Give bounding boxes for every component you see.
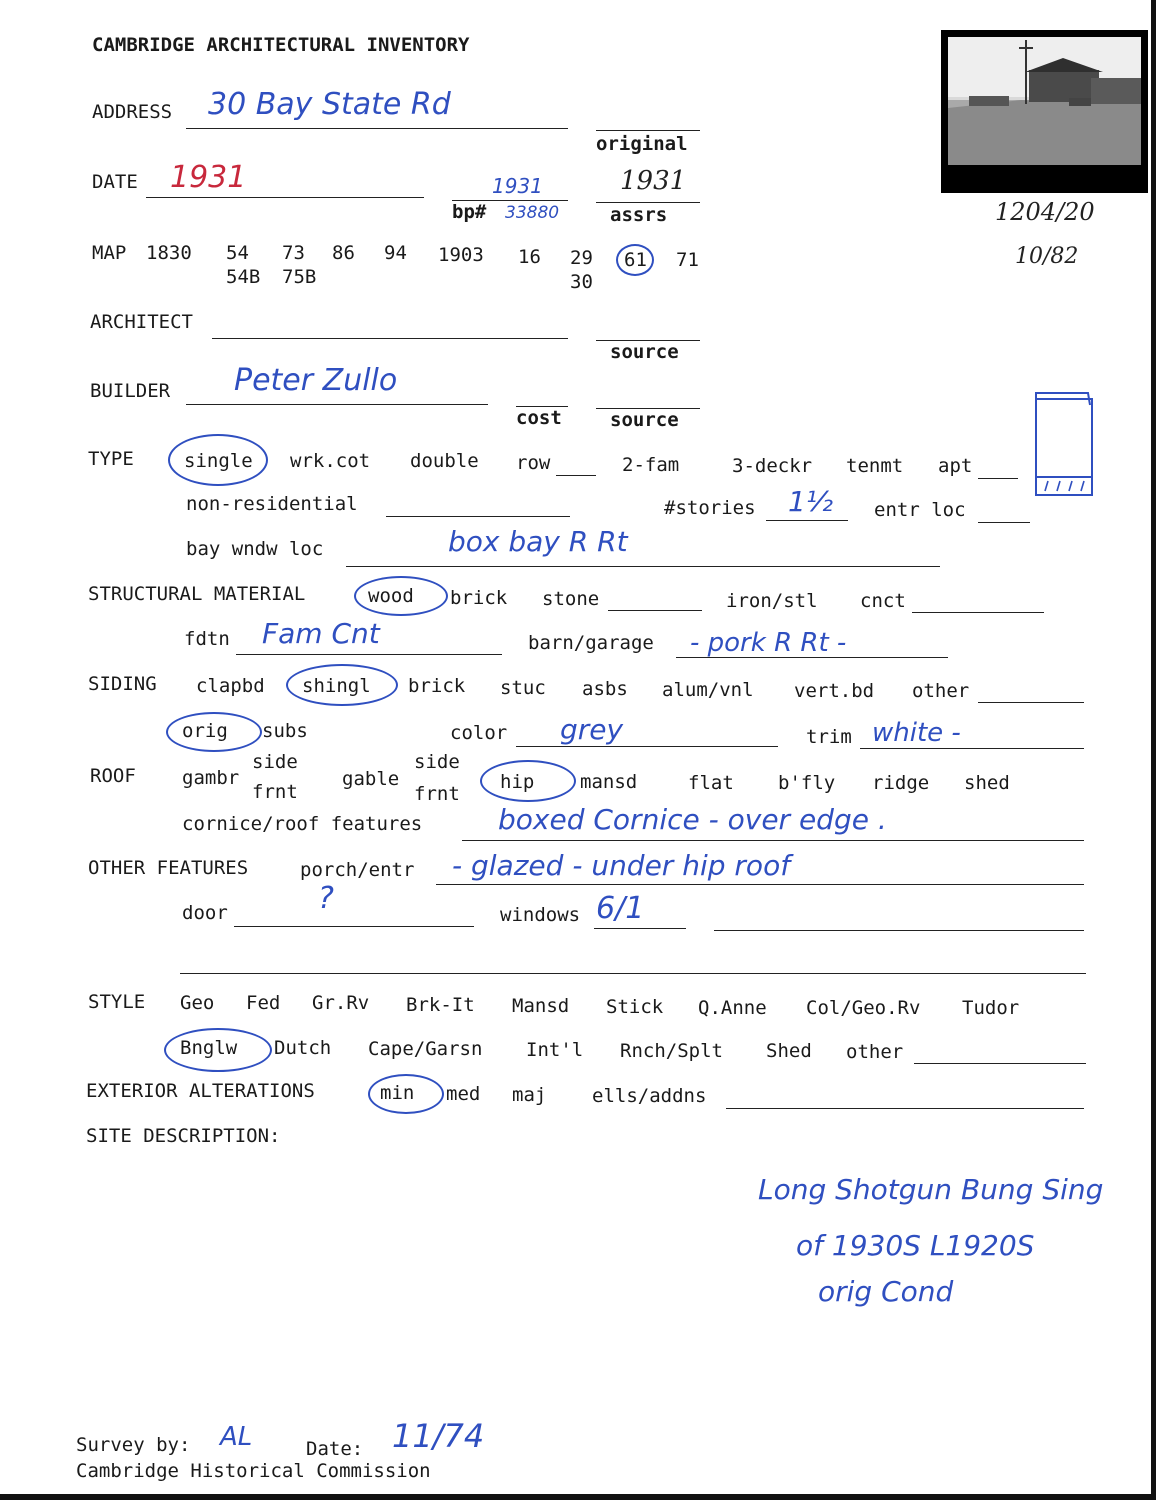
roof-label: ROOF xyxy=(90,765,136,787)
map-29: 29 xyxy=(570,247,593,269)
struct-wood-circle xyxy=(354,576,448,616)
style-qanne: Q.Anne xyxy=(698,997,767,1019)
roof-bfly: b'fly xyxy=(778,772,836,794)
roof-gable-frnt: frnt xyxy=(414,783,460,805)
style-intl: Int'l xyxy=(526,1039,584,1061)
survey-by-label: Survey by: xyxy=(76,1434,191,1456)
alt-ellsaddns: ells/addns xyxy=(592,1085,707,1107)
siding-label: SIDING xyxy=(88,673,157,695)
map-54b: 54B xyxy=(226,266,261,288)
porch-value: - glazed - under hip roof xyxy=(452,849,791,882)
struct-ironstl: iron/stl xyxy=(726,590,818,612)
siding-orig-circle xyxy=(166,712,262,752)
windows-label: windows xyxy=(500,904,581,926)
roof-gable-side: side xyxy=(414,751,460,773)
style-other: other xyxy=(846,1041,904,1063)
bay-wndw-value: box bay R Rt xyxy=(448,525,628,558)
type-wrkcot: wrk.cot xyxy=(290,450,371,472)
roof-shed: shed xyxy=(964,772,1010,794)
roof-hip: hip xyxy=(500,771,535,793)
siding-other: other xyxy=(912,680,970,702)
type-row: row xyxy=(516,452,551,474)
map-86: 86 xyxy=(332,242,355,264)
roof-mansd: mansd xyxy=(580,771,638,793)
struct-brick: brick xyxy=(450,587,508,609)
roof-gambr-side: side xyxy=(252,751,298,773)
siding-shingl-circle xyxy=(286,664,398,706)
alt-min-circle xyxy=(368,1074,444,1114)
style-label: STYLE xyxy=(88,991,146,1013)
address-value: 30 Bay State Rd xyxy=(208,87,451,122)
site-label: SITE DESCRIPTION: xyxy=(86,1125,281,1147)
side-note-line1: 1204/20 xyxy=(995,198,1095,226)
map-30: 30 xyxy=(570,271,593,293)
architect-label: ARCHITECT xyxy=(90,311,193,333)
map-1903: 1903 xyxy=(438,244,484,266)
roof-ridge: ridge xyxy=(872,772,930,794)
date-label: DATE xyxy=(92,171,138,193)
bp-year: 1931 xyxy=(492,174,543,198)
cornice-label: cornice/roof features xyxy=(182,813,423,835)
type-2fam: 2-fam xyxy=(622,454,680,476)
roof-hip-circle xyxy=(480,760,576,802)
form-title: CAMBRIDGE ARCHITECTURAL INVENTORY xyxy=(92,34,470,56)
map-1830: 1830 xyxy=(146,242,192,264)
survey-date-label: Date: xyxy=(306,1438,364,1460)
alt-maj: maj xyxy=(512,1084,547,1106)
color-value: grey xyxy=(560,713,624,746)
garage-value: - pork R Rt - xyxy=(690,628,847,658)
style-tudor: Tudor xyxy=(962,997,1020,1019)
builder-value: Peter Zullo xyxy=(234,363,398,398)
map-75b: 75B xyxy=(282,266,317,288)
style-stick: Stick xyxy=(606,996,664,1018)
struct-wood: wood xyxy=(368,585,414,607)
commission-name: Cambridge Historical Commission xyxy=(76,1460,431,1482)
type-double: double xyxy=(410,450,479,472)
map-71: 71 xyxy=(676,249,699,271)
siding-brick: brick xyxy=(408,675,466,697)
struct-stone: stone xyxy=(542,588,600,610)
siding-shingl: shingl xyxy=(302,675,371,697)
windows-value: 6/1 xyxy=(596,891,645,926)
siding-subs: subs xyxy=(262,720,308,742)
assrs-label: assrs xyxy=(610,204,668,226)
house-photo xyxy=(941,30,1148,193)
color-label: color xyxy=(450,722,508,744)
site-note-line2: of 1930S L1920S xyxy=(796,1229,1035,1262)
style-dutch: Dutch xyxy=(274,1037,332,1059)
style-brkit: Brk-It xyxy=(406,994,475,1016)
roof-flat: flat xyxy=(688,772,734,794)
original-value: 1931 xyxy=(620,166,687,196)
map-94: 94 xyxy=(384,242,407,264)
siding-clapbd: clapbd xyxy=(196,675,265,697)
map-61: 61 xyxy=(624,249,647,271)
fdtn-label: fdtn xyxy=(184,628,230,650)
entr-loc-label: entr loc xyxy=(874,499,966,521)
structural-label: STRUCTURAL MATERIAL xyxy=(88,583,306,605)
type-tenmt: tenmt xyxy=(846,455,904,477)
garage-label: barn/garage xyxy=(528,632,654,654)
stories-value: 1½ xyxy=(788,485,833,518)
other-features-label: OTHER FEATURES xyxy=(88,857,249,879)
roof-gable: gable xyxy=(342,768,400,790)
style-bnglw: Bnglw xyxy=(180,1037,238,1059)
style-colgeorv: Col/Geo.Rv xyxy=(806,997,921,1019)
siding-vertbd: vert.bd xyxy=(794,680,875,702)
style-mansd: Mansd xyxy=(512,995,570,1017)
map-73: 73 xyxy=(282,242,305,264)
map-54: 54 xyxy=(226,242,249,264)
door-value: ? xyxy=(318,881,334,916)
alt-min: min xyxy=(380,1082,415,1104)
cost-label: cost xyxy=(516,407,562,429)
door-label: door xyxy=(182,902,228,924)
nonres-label: non-residential xyxy=(186,493,358,515)
style-fed: Fed xyxy=(246,992,281,1014)
alt-med: med xyxy=(446,1083,481,1105)
side-note-line2: 10/82 xyxy=(1015,244,1079,269)
style-geo: Geo xyxy=(180,992,215,1014)
siding-asbs: asbs xyxy=(582,678,628,700)
survey-date-value: 11/74 xyxy=(392,1417,485,1455)
type-single-circle xyxy=(168,434,268,486)
siding-alumvnl: alum/vnl xyxy=(662,679,754,701)
stories-label: #stories xyxy=(664,497,756,519)
bay-wndw-label: bay wndw loc xyxy=(186,538,324,560)
style-bnglw-circle xyxy=(164,1028,272,1072)
type-label: TYPE xyxy=(88,448,134,470)
type-3deckr: 3-deckr xyxy=(732,455,813,477)
trim-value: white - xyxy=(872,718,961,748)
bp-number: 33880 xyxy=(505,203,560,223)
style-rnchsplt: Rnch/Splt xyxy=(620,1040,723,1062)
map-16: 16 xyxy=(518,246,541,268)
site-note-line3: orig Cond xyxy=(818,1275,954,1308)
address-label: ADDRESS xyxy=(92,101,173,123)
architect-source-label: source xyxy=(610,341,679,363)
builder-source-label: source xyxy=(610,409,679,431)
builder-label: BUILDER xyxy=(90,380,171,402)
type-apt: apt xyxy=(938,455,973,477)
fdtn-value: Fam Cnt xyxy=(262,617,380,650)
alterations-label: EXTERIOR ALTERATIONS xyxy=(86,1080,315,1102)
style-shed: Shed xyxy=(766,1040,812,1062)
map-61-circle xyxy=(616,244,654,276)
site-note-line1: Long Shotgun Bung Sing xyxy=(758,1173,1104,1206)
footprint-sketch xyxy=(1030,385,1100,504)
type-single: single xyxy=(184,450,253,472)
bp-label: bp# xyxy=(452,201,487,223)
porch-label: porch/entr xyxy=(300,859,415,881)
siding-stuc: stuc xyxy=(500,677,546,699)
roof-gambr-frnt: frnt xyxy=(252,781,298,803)
struct-cnct: cnct xyxy=(860,590,906,612)
map-label: MAP xyxy=(92,242,127,264)
survey-by-value: AL xyxy=(220,1422,253,1452)
roof-gambr: gambr xyxy=(182,767,240,789)
style-capegarsn: Cape/Garsn xyxy=(368,1038,483,1060)
trim-label: trim xyxy=(806,726,852,748)
siding-orig: orig xyxy=(182,720,228,742)
date-value: 1931 xyxy=(170,160,247,195)
cornice-value: boxed Cornice - over edge . xyxy=(498,803,887,836)
original-label: original xyxy=(596,133,688,155)
style-grrv: Gr.Rv xyxy=(312,992,370,1014)
